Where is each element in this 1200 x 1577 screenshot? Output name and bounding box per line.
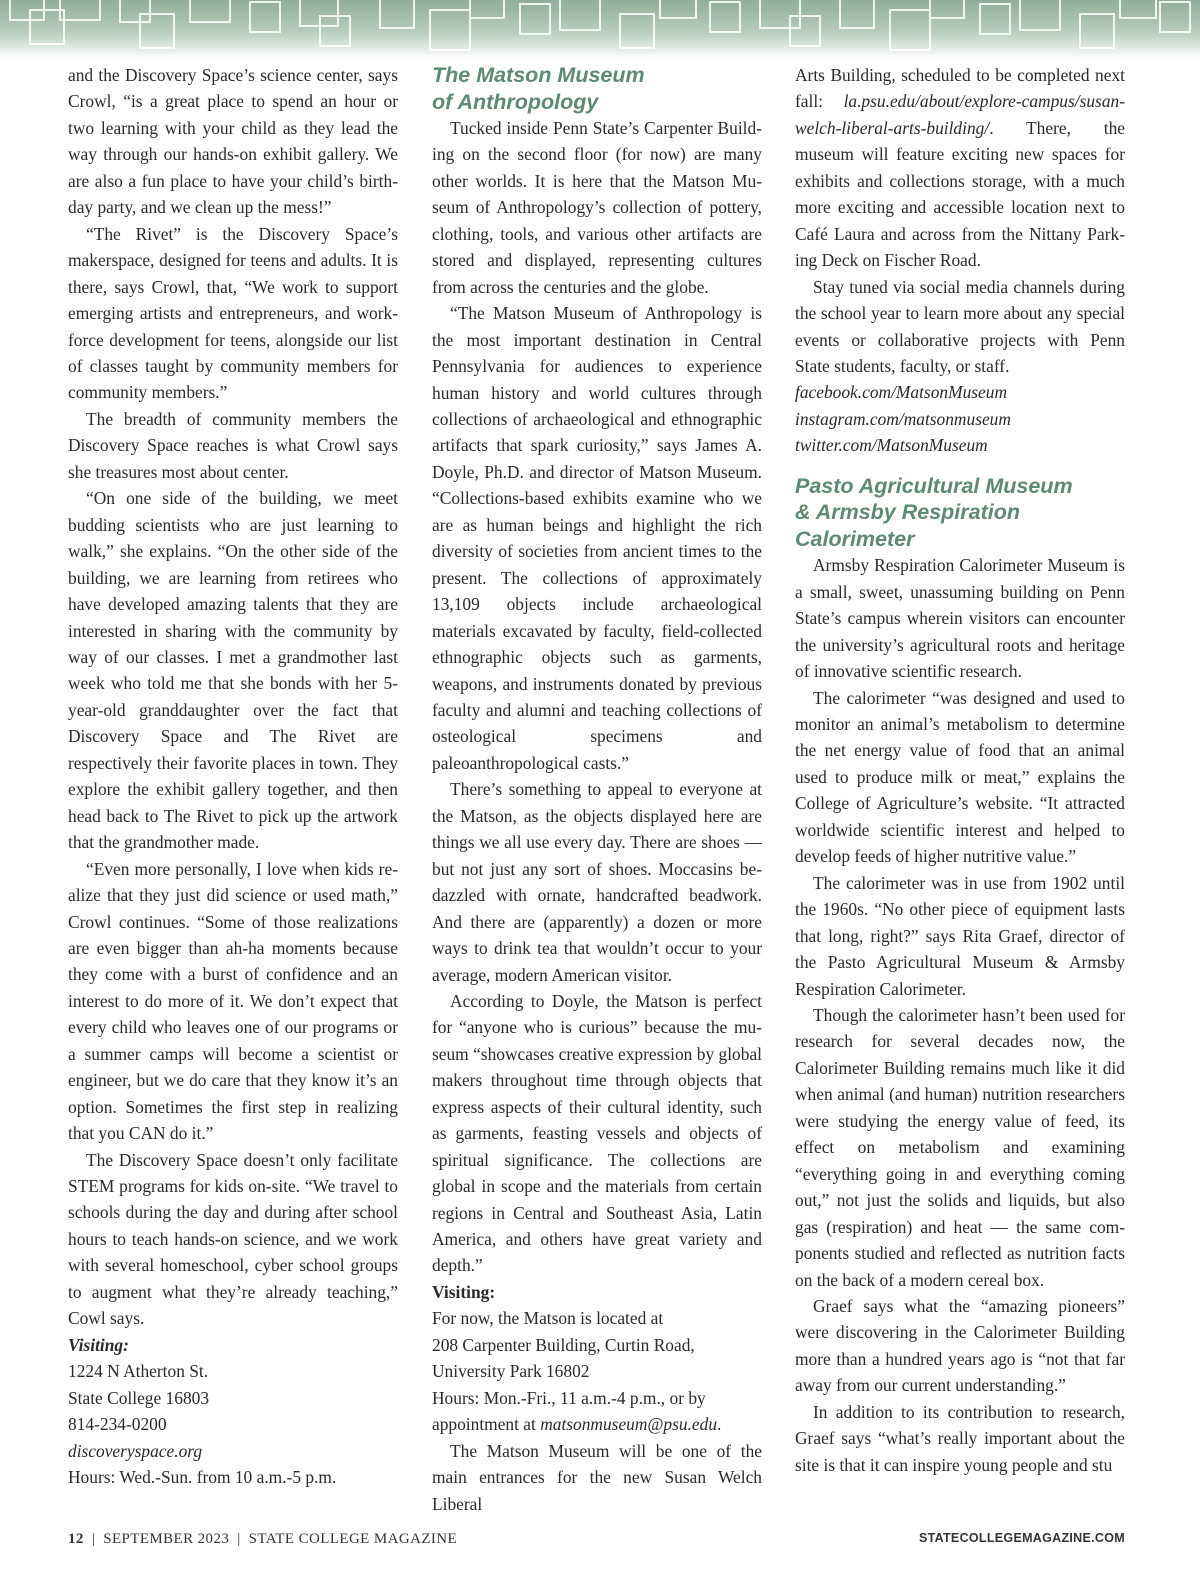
column-2 <box>432 62 762 1517</box>
hours-line: Hours: Mon.-Fri., 11 a.m.-4 p.m., or by <box>432 1387 706 1408</box>
paragraph: Stay tuned via social media channels during the school year to learn more about any special events or collaborative projects with Penn State students, faculty, or staff. <box>795 276 1125 376</box>
paragraph: In addition to its contribution to research, Graef says “what’s really important about the site is that it can inspire young people and stu <box>795 1401 1125 1475</box>
paragraph: and the Discovery Space’s science center, says Crowl, “is a great place to spend an hour or two learning with your child as they lead the way through our hands-on exhibit gallery. We are also a fun place to have your child’s birthday party, and we clean up the mess!” <box>68 65 398 218</box>
social-links <box>795 379 1125 458</box>
issue-date: SEPTEMBER 2023 <box>103 1531 230 1547</box>
visiting-label: Visiting: <box>68 1334 129 1355</box>
paragraph: The calorimeter “was designed and used to monitor an animal’s metabolism to determine the net energy value of food that an animal used to produce milk or meat,” explains the College of Agriculture’s website. “It attracted worldwide scientific interest and helped to develop feeds of higher nutritive value.” <box>795 687 1125 867</box>
paragraph: “On one side of the building, we meet budding scientists who are just learning to walk,” she explains. “On the other side of the building, we are learning from retirees who have developed amazing talents that they are interested in sharing with the community by way of our classes. I met a grandmother last week who told me that she bonds with her 5-year-old granddaughter over the fact that Discovery Space and The Rivet are respectively their favorite places in town. They explore the exhibit gallery together, and then head back to The Rivet to pick up the artwork that the grandmother made. <box>68 488 398 853</box>
punctuation: . <box>717 1414 722 1435</box>
paragraph: Armsby Respiration Calorimeter Museum is a small, sweet, unassuming building on Penn State’s campus wherein visitors can encounter the university’s agricultural roots and heritage of innovative scientific research. <box>795 555 1125 682</box>
phone-number: 814-234-0200 <box>68 1414 167 1435</box>
text-run: . There, the museum will feature exciting new spaces for exhibits and collections storage, with a much more exciting and accessible location next to Café Laura and across from the Nittany Parking Deck on Fischer Road. <box>795 117 1125 271</box>
header-banner <box>0 0 1200 58</box>
page-footer <box>68 1531 1125 1548</box>
visiting-block <box>68 1332 398 1491</box>
address-line: State College 16803 <box>68 1387 210 1408</box>
info-line: For now, the Matson is located at <box>432 1308 664 1329</box>
address-line: 208 Carpenter Building, Curtin Road, <box>432 1334 695 1355</box>
magazine-name: STATE COLLEGE MAGAZINE <box>248 1531 458 1547</box>
facebook-link[interactable]: facebook.com/MatsonMuseum <box>795 382 1008 403</box>
address-line: University Park 16802 <box>432 1361 590 1382</box>
heading-line: of Anthropology <box>432 89 599 114</box>
website-link[interactable]: discoveryspace.org <box>68 1440 203 1461</box>
paragraph: “The Rivet” is the Discovery Space’s makerspace, designed for teens and adults. It is there, says Crowl, that, “We work to support emerging artists and entrepreneurs, and workforce development for teens, alongside our list of classes taught by community members for community members.” <box>68 223 398 403</box>
visiting-label: Visiting: <box>432 1281 496 1302</box>
hours-line: Hours: Wed.-Sun. from 10 a.m.-5 p.m. <box>68 1467 337 1488</box>
paragraph: The calorimeter was in use from 1902 until the 1960s. “No other piece of equipment lasts that long, right?” says Rita Graef, director of the Pasto Agricultural Museum & Armsby Respiration Calorimeter. <box>795 872 1125 999</box>
email-link[interactable]: matsonmuseum@psu.edu <box>540 1414 718 1435</box>
section-heading-pasto <box>795 473 1125 553</box>
twitter-link[interactable]: twitter.com/MatsonMuseum <box>795 435 988 456</box>
paragraph: Tucked inside Penn State’s Carpenter Building on the second floor (for now) are many other worlds. It is here that the Matson Museum of Anthropology’s collection of pottery, clothing, tools, and various other artifacts are stored and displayed, representing cultures from across the centuries and the globe. <box>432 118 762 297</box>
visiting-block <box>432 1279 762 1438</box>
paragraph: “The Matson Museum of Anthropology is the most important destination in Central Pennsylvania for audiences to experience human history and world cultures through collections of archaeological and ethnographic artifacts that spark curiosity,” says James A. Doyle, Ph.D. and director of Matson Museum. “Collections-based exhibits examine who we are as human beings and highlight the rich diversity of societies from ancient times to the present. The collections of approximately 13,109 objects include archaeological materials excavated by faculty, field-collected ethnographic objects such as garments, weapons, and instruments donated by previous faculty and alumni and teaching collections of osteological specimens and paleoanthropological casts.” <box>432 303 762 773</box>
url-link[interactable]: la.psu.edu/about/explore-campus/susan-welch-liberal-arts-building/ <box>795 91 1125 138</box>
divider: | <box>91 1531 96 1547</box>
address-line: 1224 N Atherton St. <box>68 1361 209 1382</box>
paragraph: Though the calorimeter hasn’t been used for research for several decades now, the Calorimeter Building remains much like it did when animal (and human) nutrition researchers were studying the energy value of feed, its effect on metabolism and examining “everything going in and everything coming out,” not just the solids and liquids, but also gas (respiration) and heat — the same components studied and reflected as nutrition facts on the back of a modern cereal box. <box>795 1005 1125 1290</box>
section-heading-matson <box>432 62 762 115</box>
geometric-pattern <box>0 0 1200 58</box>
text-run: Arts Building, scheduled to be completed next fall: <box>795 65 1125 112</box>
heading-line: The Matson Museum <box>432 63 645 87</box>
instagram-link[interactable]: instagram.com/matsonmuseum <box>795 408 1011 429</box>
paragraph: The Discovery Space doesn’t only facilitate STEM programs for kids on-site. “We travel to schools during the day and during after school hours to teach hands-on science, and we work with several homeschool, cyber school groups to augment what they’re already teaching,” Cowl says. <box>68 1149 398 1329</box>
paragraph: According to Doyle, the Matson is perfect for “anyone who is curious” because the museum “showcases creative expression by global makers throughout time through objects that express aspects of their cultural identity, such as garments, feasting vessels and objects of spiritual significance. The collections are global in scope and the materials from certain regions in Central and Southeast Asia, Latin America, and others have great variety and depth.” <box>432 990 762 1276</box>
heading-line: & Armsby Respiration <box>795 500 1021 525</box>
footer-website[interactable]: STATECOLLEGEMAGAZINE.COM <box>918 1531 1125 1545</box>
heading-line: Pasto Agricultural Museum <box>795 473 1073 498</box>
paragraph: The Matson Museum will be one of the main entrances for the new Susan Welch Liberal <box>432 1440 762 1514</box>
heading-line: Calorimeter <box>795 526 915 551</box>
page-number: 12 <box>68 1531 84 1547</box>
column-1 <box>68 62 398 1490</box>
column-3 <box>795 62 1125 1478</box>
paragraph: “Even more personally, I love when kids realize that they just did science or used math,” Crowl continues. “Some of those realizations are even bigger than ah-ha moments because they come with a burst of confidence and an interest to do more of it. We don’t expect that every child who leaves one of our programs or a summer camps will become a scientist or engineer, but we do care that they know it’s an option. Sometimes the first step in realizing that you CAN do it.” <box>68 858 398 1144</box>
paragraph <box>795 62 1125 274</box>
divider: | <box>237 1531 241 1547</box>
paragraph: There’s something to appeal to everyone at the Matson, as the objects displayed here are things we all use every day. There are shoes — but not just any sort of shoes. Moccasins bedazzled with ornate, handcrafted beadwork. And there are (apparently) a dozen or more ways to drink tea that wouldn’t occur to your average, modern American visitor. <box>432 779 762 985</box>
paragraph: The breadth of community members the Discovery Space reaches is what Crowl says she treasures most about center. <box>68 408 398 482</box>
appointment-text: appointment at <box>432 1414 541 1435</box>
paragraph: Graef says what the “amazing pioneers” were discovering in the Calorimeter Building more than a hundred years ago is “not that far away from our current understanding.” <box>795 1295 1125 1396</box>
appointment-line <box>432 1411 762 1437</box>
